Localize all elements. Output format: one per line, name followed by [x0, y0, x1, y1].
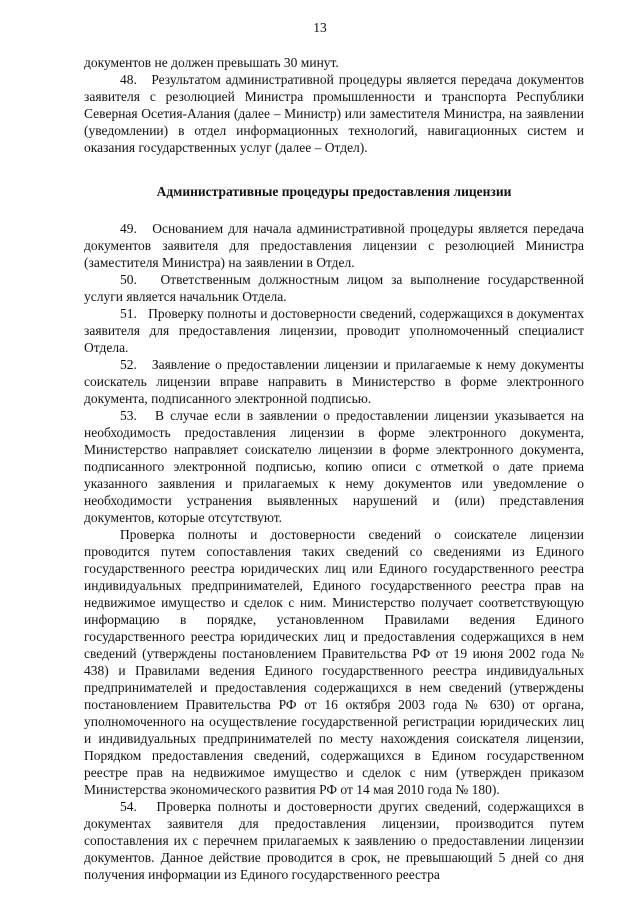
- paragraph-48: 48. Результатом административной процедуры является передача документов заявителя с резолюцией Министра промышленности и транспорта Республики Северная Осетия-Алания (далее – Министр) или заместителя Министра, на заявлении (уведомлении) в отдел информационных технологий, навигационных систем и оказания государственных услуг (далее – Отдел).: [84, 72, 584, 155]
- document-body: [84, 54, 584, 883]
- section-heading: Административные процедуры предоставления лицензии: [156, 184, 512, 199]
- spacer: [84, 200, 584, 220]
- paragraph-51: 51. Проверку полноты и достоверности сведений, содержащихся в документах заявителя для предоставления лицензии, проводит уполномоченный специалист Отдела.: [84, 306, 584, 355]
- paragraph-50: 50. Ответственным должностным лицом за выполнение государственной услуги является начальник Отдела.: [84, 272, 584, 304]
- paragraph-53: 53. В случае если в заявлении о предоставлении лицензии указывается на необходимость предоставления лицензии в форме электронного документа, Министерство направляет соискателю лицензии в форме электронного документа, подписанного электронной подписью, копию описи с отметкой о дате приема указанного заявления и прилагаемых к нему документов или уведомление о необходимости устранения выявленных нарушений и (или) представления документов, которые отсутствуют.: [84, 408, 584, 525]
- page-number: 13: [313, 20, 327, 35]
- paragraph-continuation: документов не должен превышать 30 минут.: [84, 55, 339, 70]
- paragraph-52: 52. Заявление о предоставлении лицензии и прилагаемые к нему документы соискатель лицензии вправе направить в Министерство в форме электронного документа, подписанного электронной подписью.: [84, 357, 584, 406]
- spacer: [84, 156, 584, 183]
- paragraph-53-verification: Проверка полноты и достоверности сведений о соискателе лицензии проводится путем сопоставления таких сведений со сведениями из Единого государственного реестра юридических лиц или Единого государственного реестра индивидуальных предпринимателей, Единого государственного реестра прав на недвижимое имущество и сделок с ним. Министерство получает соответствующую информацию в порядке, установленном Правилами ведения Единого государственного реестра юридических лиц и предоставления содержащихся в нем сведений (утверждены постановлением Правительства РФ от 19 июня 2002 года № 438) и Правилами ведения Единого государственного реестра индивидуальных предпринимателей и предоставления содержащихся в нем сведений (утверждены постановлением Правительства РФ от 16 октября 2003 года № 630) от органа, уполномоченного на осуществление государственной регистрации юридических лиц и индивидуальных предпринимателей по месту нахождения соискателя лицензии, Порядком предоставления сведений, содержащихся в Едином государственном реестре прав на недвижимое имущество и сделок с ним (утвержден приказом Министерства экономического развития РФ от 14 мая 2010 года № 180).: [84, 527, 584, 797]
- paragraph-54: 54. Проверка полноты и достоверности других сведений, содержащихся в документах заявителя для предоставления лицензии, производится путем сопоставления их с перечнем прилагаемых к заявлению о предоставлении лицензии документов. Данное действие проводится в срок, не превышающий 5 дней со дня получения информации из Единого государственного реестра: [84, 799, 584, 882]
- paragraph-49: 49. Основанием для начала административной процедуры является передача документов заявителя для предоставления лицензии с резолюцией Министра (заместителя Министра) на заявлении в Отдел.: [84, 221, 584, 270]
